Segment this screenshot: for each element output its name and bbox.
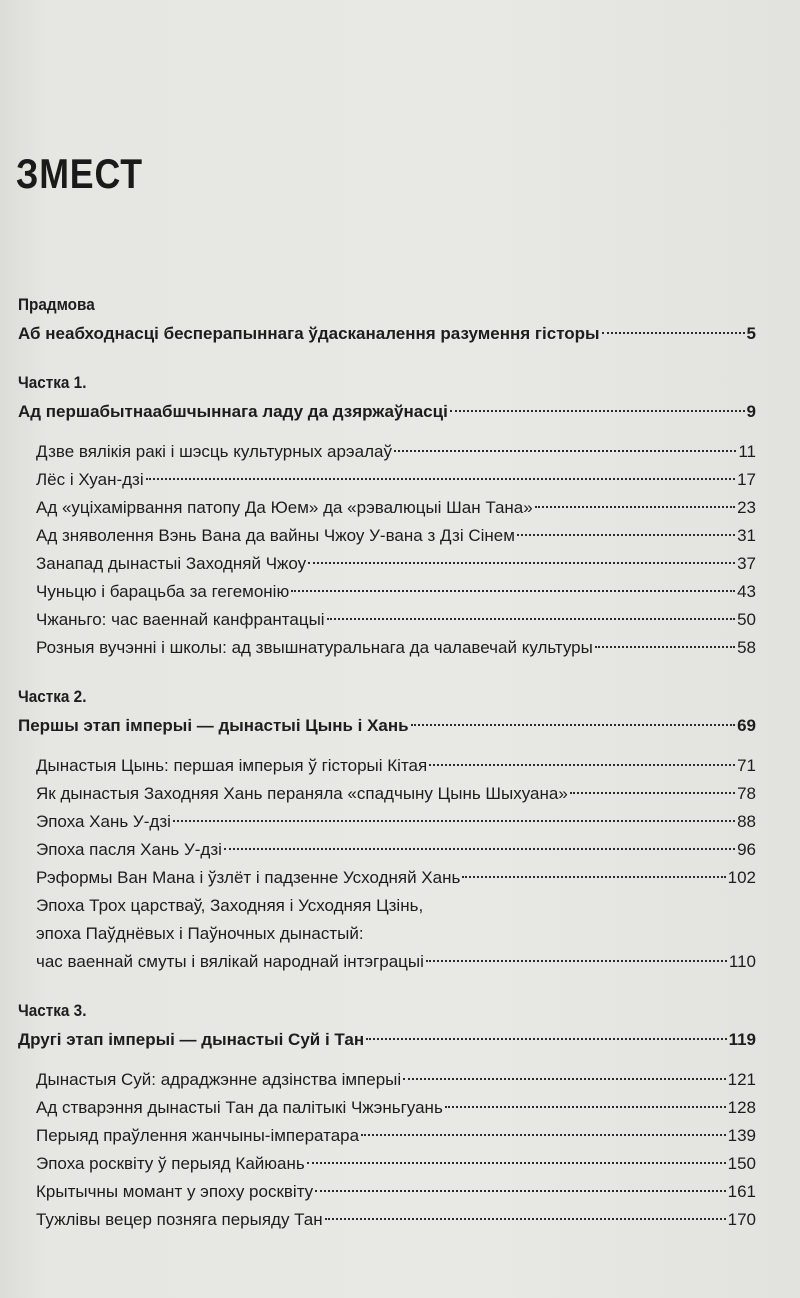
toc-entry: [18, 1066, 756, 1094]
toc-entry: [18, 780, 756, 808]
toc-entry: [18, 1206, 756, 1234]
page-number: 119: [728, 1030, 756, 1049]
entry-title: Другі этап імперыі — дынастыі Суй і Тан: [18, 1030, 365, 1049]
entry-line: [18, 892, 756, 920]
toc-section: [18, 996, 756, 1234]
entry-title: Ад зняволення Вэнь Вана да вайны Чжоу У-вана з Дзі Сінем: [36, 526, 515, 545]
page-number: 102: [727, 868, 756, 887]
page-number: 121: [727, 1070, 756, 1089]
dot-leader: [291, 590, 735, 592]
entry-title: Дзве вялікія ракі і шэсць культурных арэалаў: [36, 442, 392, 461]
dot-leader: [366, 1038, 726, 1040]
toc-entry: [18, 836, 756, 864]
entry-title: час ваеннай смуты і вялікай народнай інтэграцыі: [36, 952, 424, 971]
toc-section: [18, 368, 756, 662]
entry-title: Ад першабытнаабшчыннага ладу да дзяржаўнасці: [18, 402, 448, 421]
page-number: 43: [737, 582, 756, 601]
toc-entry: [18, 522, 756, 550]
section-label: Частка 1.: [18, 373, 87, 392]
toc-entry: [18, 864, 756, 892]
dot-leader: [445, 1106, 726, 1108]
entry-title: Дынастыя Цынь: першая імперыя ў гісторыі Кітая: [36, 756, 428, 775]
entry-title: Перыяд праўлення жанчыны-імператара: [36, 1126, 360, 1145]
dot-leader: [426, 960, 727, 962]
page-number: 5: [746, 324, 756, 343]
entry-title: Эпоха Хань У-дзі: [36, 812, 171, 831]
toc-entry: [18, 466, 756, 494]
dot-leader: [315, 1190, 725, 1192]
dot-leader: [403, 1078, 725, 1080]
page-number: 139: [727, 1126, 756, 1145]
entry-title: Чуньцю і барацьба за гегемонію: [36, 582, 290, 601]
page-number: 128: [727, 1098, 756, 1117]
entry-title: Як дынастыя Заходняя Хань пераняла «спадчыну Цынь Шыхуана»: [36, 784, 568, 803]
page-number: 23: [737, 498, 756, 517]
entry-line: [18, 920, 756, 948]
toc-entry: [18, 606, 756, 634]
dot-leader: [570, 792, 735, 794]
page-number: 69: [737, 716, 756, 735]
toc-entry: [18, 550, 756, 578]
page-number: 71: [737, 756, 756, 775]
toc-entry: [18, 1122, 756, 1150]
page-number: 37: [737, 554, 756, 573]
entry-title: Эпоха пасля Хань У-дзі: [36, 840, 222, 859]
page-number: 17: [737, 470, 756, 489]
entry-title: Дынастыя Суй: адраджэнне адзінства імперыі: [36, 1070, 402, 1089]
dot-leader: [325, 1218, 726, 1220]
entry-title: эпоха Паўднёвых і Паўночных дынастый:: [36, 924, 364, 943]
dot-leader: [517, 534, 735, 536]
page-number: 88: [737, 812, 756, 831]
entry-title: Тужлівы вецер позняга перыяду Тан: [36, 1210, 323, 1229]
dot-leader: [411, 724, 735, 726]
dot-leader: [602, 332, 745, 334]
page-number: 58: [737, 638, 756, 657]
entry-title: Лёс і Хуан-дзі: [36, 470, 144, 489]
toc-entry: [18, 1150, 756, 1178]
page-number: 110: [728, 952, 756, 971]
entry-title: Чжаньго: час ваеннай канфрантацыі: [36, 610, 325, 629]
toc-section: [18, 682, 756, 976]
entry-title: Эпоха Трох царстваў, Заходняя і Усходняя Цзінь,: [36, 896, 424, 915]
toc-entry: [18, 578, 756, 606]
page-number: 31: [737, 526, 756, 545]
dot-leader: [535, 506, 735, 508]
page-number: 9: [746, 402, 756, 421]
dot-leader: [462, 876, 725, 878]
section-label: Частка 2.: [18, 687, 87, 706]
section-heading: [18, 712, 756, 740]
toc-section: [18, 290, 756, 348]
dot-leader: [429, 764, 735, 766]
entry-title: Рэформы Ван Мана і ўзлёт і падзенне Усходняй Хань: [36, 868, 461, 887]
toc-entry: [18, 808, 756, 836]
page-number: 50: [737, 610, 756, 629]
toc-entry: [18, 494, 756, 522]
table-of-contents: [18, 290, 756, 1254]
entry-title: Аб неабходнасці бесперапыннага ўдасканалення разумення гісторы: [18, 324, 600, 343]
dot-leader: [361, 1134, 726, 1136]
page-number: 78: [737, 784, 756, 803]
page-title: ЗМЕСТ: [16, 150, 143, 197]
entry-title: Крытычны момант у эпоху росквіту: [36, 1182, 314, 1201]
entry-title: Ад стварэння дынастыі Тан да палітыкі Чжэньгуань: [36, 1098, 443, 1117]
page-number: 96: [737, 840, 756, 859]
dot-leader: [394, 450, 736, 452]
section-label: Частка 3.: [18, 1001, 87, 1020]
dot-leader: [595, 646, 735, 648]
entry-title: Эпоха росквіту ў перыяд Кайюань: [36, 1154, 305, 1173]
page-number: 170: [727, 1210, 756, 1229]
toc-entry: [18, 1094, 756, 1122]
dot-leader: [307, 1162, 726, 1164]
toc-entry: [18, 752, 756, 780]
page-number: 11: [738, 442, 756, 461]
entry-title: Ад «уціхамірвання патопу Да Юем» да «рэвалюцыі Шан Тана»: [36, 498, 533, 517]
dot-leader: [173, 820, 735, 822]
dot-leader: [308, 562, 735, 564]
entry-title: Першы этап імперыі — дынастыі Цынь і Хань: [18, 716, 409, 735]
section-heading: [18, 398, 756, 426]
dot-leader: [327, 618, 735, 620]
dot-leader: [224, 848, 735, 850]
dot-leader: [450, 410, 745, 412]
entry-title: Занапад дынастыі Заходняй Чжоу: [36, 554, 307, 573]
toc-entry: [18, 438, 756, 466]
toc-entry: [18, 948, 756, 976]
toc-entry: [18, 1178, 756, 1206]
page-number: 150: [727, 1154, 756, 1173]
toc-entry: [18, 634, 756, 662]
section-heading: [18, 1026, 756, 1054]
dot-leader: [146, 478, 735, 480]
page-number: 161: [727, 1182, 756, 1201]
entry-title: Розныя вучэнні і школы: ад звышнатуральнага да чалавечай культуры: [36, 638, 593, 657]
section-heading: [18, 320, 756, 348]
section-label: Прадмова: [18, 295, 95, 314]
